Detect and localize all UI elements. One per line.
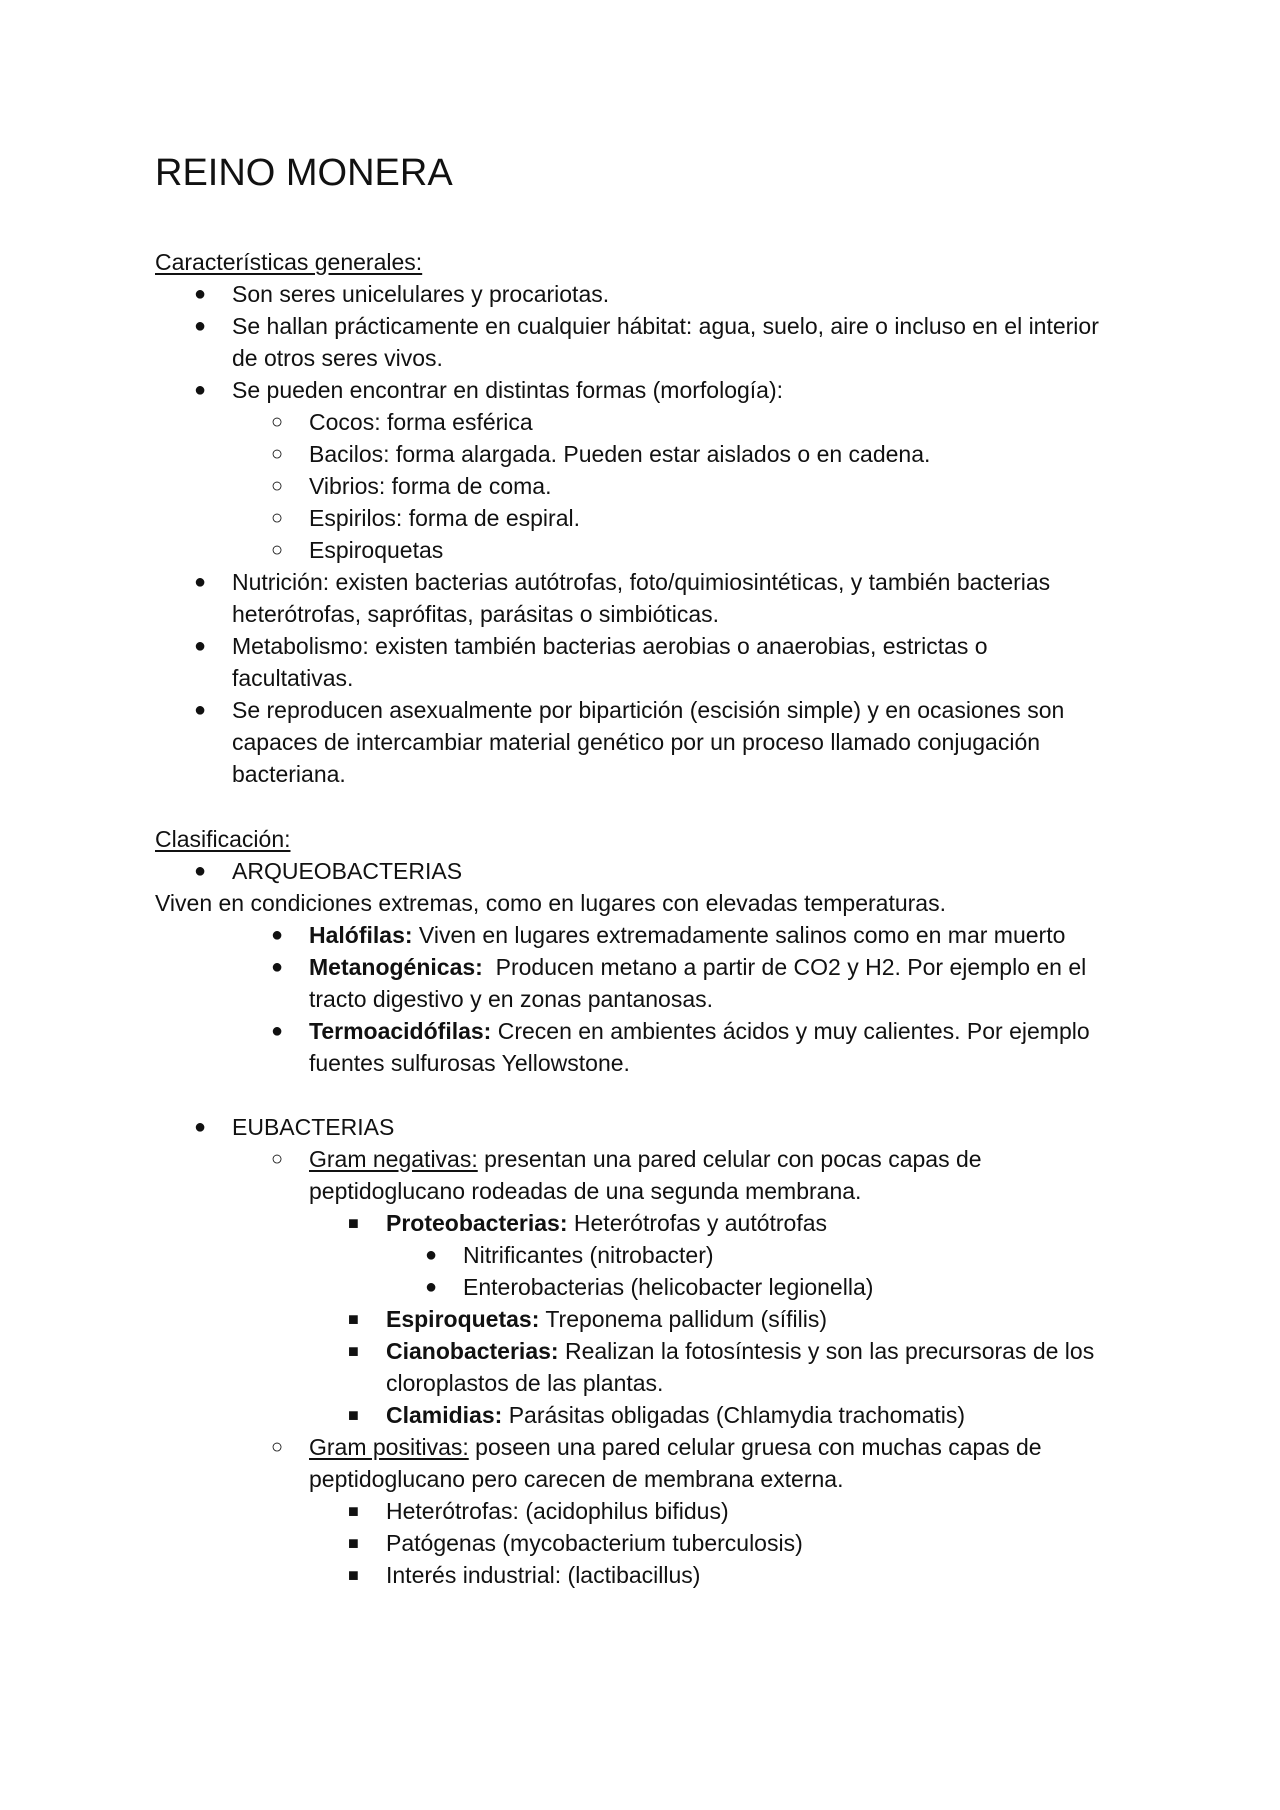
bullet-marker: ●	[194, 1116, 207, 1138]
term-description: Heterótrofas y autótrofas	[567, 1210, 828, 1236]
term-label: Halófilas:	[309, 922, 413, 948]
morphology-item: Vibrios: forma de coma.	[309, 473, 552, 499]
term-description-cont: tracto digestivo y en zonas pantanosas.	[309, 986, 714, 1012]
circle-marker: ○	[271, 475, 284, 497]
term-label: Metanogénicas:	[309, 954, 483, 980]
term-label: Termoacidófilas:	[309, 1018, 492, 1044]
proteobacterias-subitem: Nitrificantes (nitrobacter)	[463, 1242, 714, 1268]
classification-heading: Clasificación:	[155, 826, 291, 852]
term-description: Producen metano a partir de CO2 y H2. Por ejemplo en el	[482, 954, 1087, 980]
cianobacterias-item	[386, 1335, 1094, 1367]
morphology-item: Espirilos: forma de espiral.	[309, 505, 580, 531]
term-description: Realizan la fotosíntesis y son las precursoras de los	[558, 1338, 1095, 1364]
gram-negativas-label: Gram negativas:	[309, 1146, 478, 1172]
general-heading: Características generales:	[155, 249, 423, 275]
circle-marker: ○	[271, 443, 284, 465]
general-item-text: Son seres unicelulares y procariotas.	[232, 281, 610, 307]
general-item-text: de otros seres vivos.	[232, 345, 443, 371]
gram-negativas-description-cont: peptidoglucano rodeadas de una segunda membrana.	[309, 1178, 862, 1204]
general-item-text: facultativas.	[232, 665, 354, 691]
square-marker: ■	[348, 1501, 359, 1521]
bullet-marker: ●	[194, 379, 207, 401]
morphology-item: Cocos: forma esférica	[309, 409, 533, 435]
proteobacterias-subitem: Enterobacterias (helicobacter legionella)	[463, 1274, 874, 1300]
gram-negativas-description: presentan una pared celular con pocas capas de	[477, 1146, 982, 1172]
circle-marker: ○	[271, 507, 284, 529]
morphology-item: Bacilos: forma alargada. Pueden estar aislados o en cadena.	[309, 441, 931, 467]
arqueobacterias-label: ARQUEOBACTERIAS	[232, 858, 463, 884]
general-item-text: Metabolismo: existen también bacterias aerobias o anaerobias, estrictas o	[232, 633, 988, 659]
gram-positivas-description: poseen una pared celular gruesa con muchas capas de	[468, 1434, 1042, 1460]
term-label: Proteobacterias:	[386, 1210, 568, 1236]
general-item-text: capaces de intercambiar material genético por un proceso llamado conjugación	[232, 729, 1041, 755]
general-item-text: bacteriana.	[232, 761, 346, 787]
clamidias-item	[386, 1399, 965, 1431]
morphology-item: Espiroquetas	[309, 537, 444, 563]
circle-marker: ○	[271, 1148, 284, 1170]
gram-positivas-label: Gram positivas:	[309, 1434, 469, 1460]
bullet-marker: ●	[271, 924, 284, 946]
gram-positivas-description-cont: peptidoglucano pero carecen de membrana externa.	[309, 1466, 844, 1492]
square-marker: ■	[348, 1341, 359, 1361]
bullet-marker: ●	[194, 860, 207, 882]
square-marker: ■	[348, 1213, 359, 1233]
bullet-marker: ●	[425, 1244, 438, 1266]
gram-positivas-item: Patógenas (mycobacterium tuberculosis)	[386, 1530, 803, 1556]
circle-marker: ○	[271, 539, 284, 561]
circle-marker: ○	[271, 411, 284, 433]
gram-positivas	[309, 1431, 1042, 1463]
general-item-text: Se reproducen asexualmente por bipartición (escisión simple) y en ocasiones son	[232, 697, 1065, 723]
gram-negativas	[309, 1143, 982, 1175]
bullet-marker: ●	[194, 635, 207, 657]
bullet-marker: ●	[425, 1276, 438, 1298]
espiroquetas-item	[386, 1303, 827, 1335]
bullet-marker: ●	[271, 1020, 284, 1042]
general-item-text: Nutrición: existen bacterias autótrofas, foto/quimiosintéticas, y también bacterias	[232, 569, 1051, 595]
arqueobacterias-intro: Viven en condiciones extremas, como en lugares con elevadas temperaturas.	[155, 890, 946, 916]
term-description: Crecen en ambientes ácidos y muy calientes. Por ejemplo	[491, 1018, 1090, 1044]
term-label: Espiroquetas:	[386, 1306, 540, 1332]
general-item-text: Se hallan prácticamente en cualquier hábitat: agua, suelo, aire o incluso en el interior	[232, 313, 1099, 339]
square-marker: ■	[348, 1405, 359, 1425]
term-label: Cianobacterias:	[386, 1338, 559, 1364]
general-item-text: Se pueden encontrar en distintas formas (morfología):	[232, 377, 784, 403]
term-label: Clamidias:	[386, 1402, 503, 1428]
term-description: Treponema pallidum (sífilis)	[539, 1306, 827, 1332]
term-description: Viven en lugares extremadamente salinos como en mar muerto	[412, 922, 1066, 948]
gram-positivas-item: Heterótrofas: (acidophilus bifidus)	[386, 1498, 729, 1524]
arqueo-type-metanogenicas	[309, 951, 1086, 983]
circle-marker: ○	[271, 1436, 284, 1458]
term-description-cont: cloroplastos de las plantas.	[386, 1370, 664, 1396]
bullet-marker: ●	[194, 283, 207, 305]
square-marker: ■	[348, 1565, 359, 1585]
arqueo-type-halofilas	[309, 919, 1065, 951]
eubacterias-label: EUBACTERIAS	[232, 1114, 395, 1140]
bullet-marker: ●	[271, 956, 284, 978]
square-marker: ■	[348, 1533, 359, 1553]
bullet-marker: ●	[194, 699, 207, 721]
page-title: REINO MONERA	[155, 152, 453, 194]
bullet-marker: ●	[194, 315, 207, 337]
arqueo-type-termoacidofilas	[309, 1015, 1090, 1047]
square-marker: ■	[348, 1309, 359, 1329]
bullet-marker: ●	[194, 571, 207, 593]
general-item-text: heterótrofas, saprófitas, parásitas o simbióticas.	[232, 601, 720, 627]
gram-positivas-item: Interés industrial: (lactibacillus)	[386, 1562, 701, 1588]
term-description-cont: fuentes sulfurosas Yellowstone.	[309, 1050, 630, 1076]
term-description: Parásitas obligadas (Chlamydia trachomatis)	[502, 1402, 966, 1428]
proteobacterias-item	[386, 1207, 827, 1239]
